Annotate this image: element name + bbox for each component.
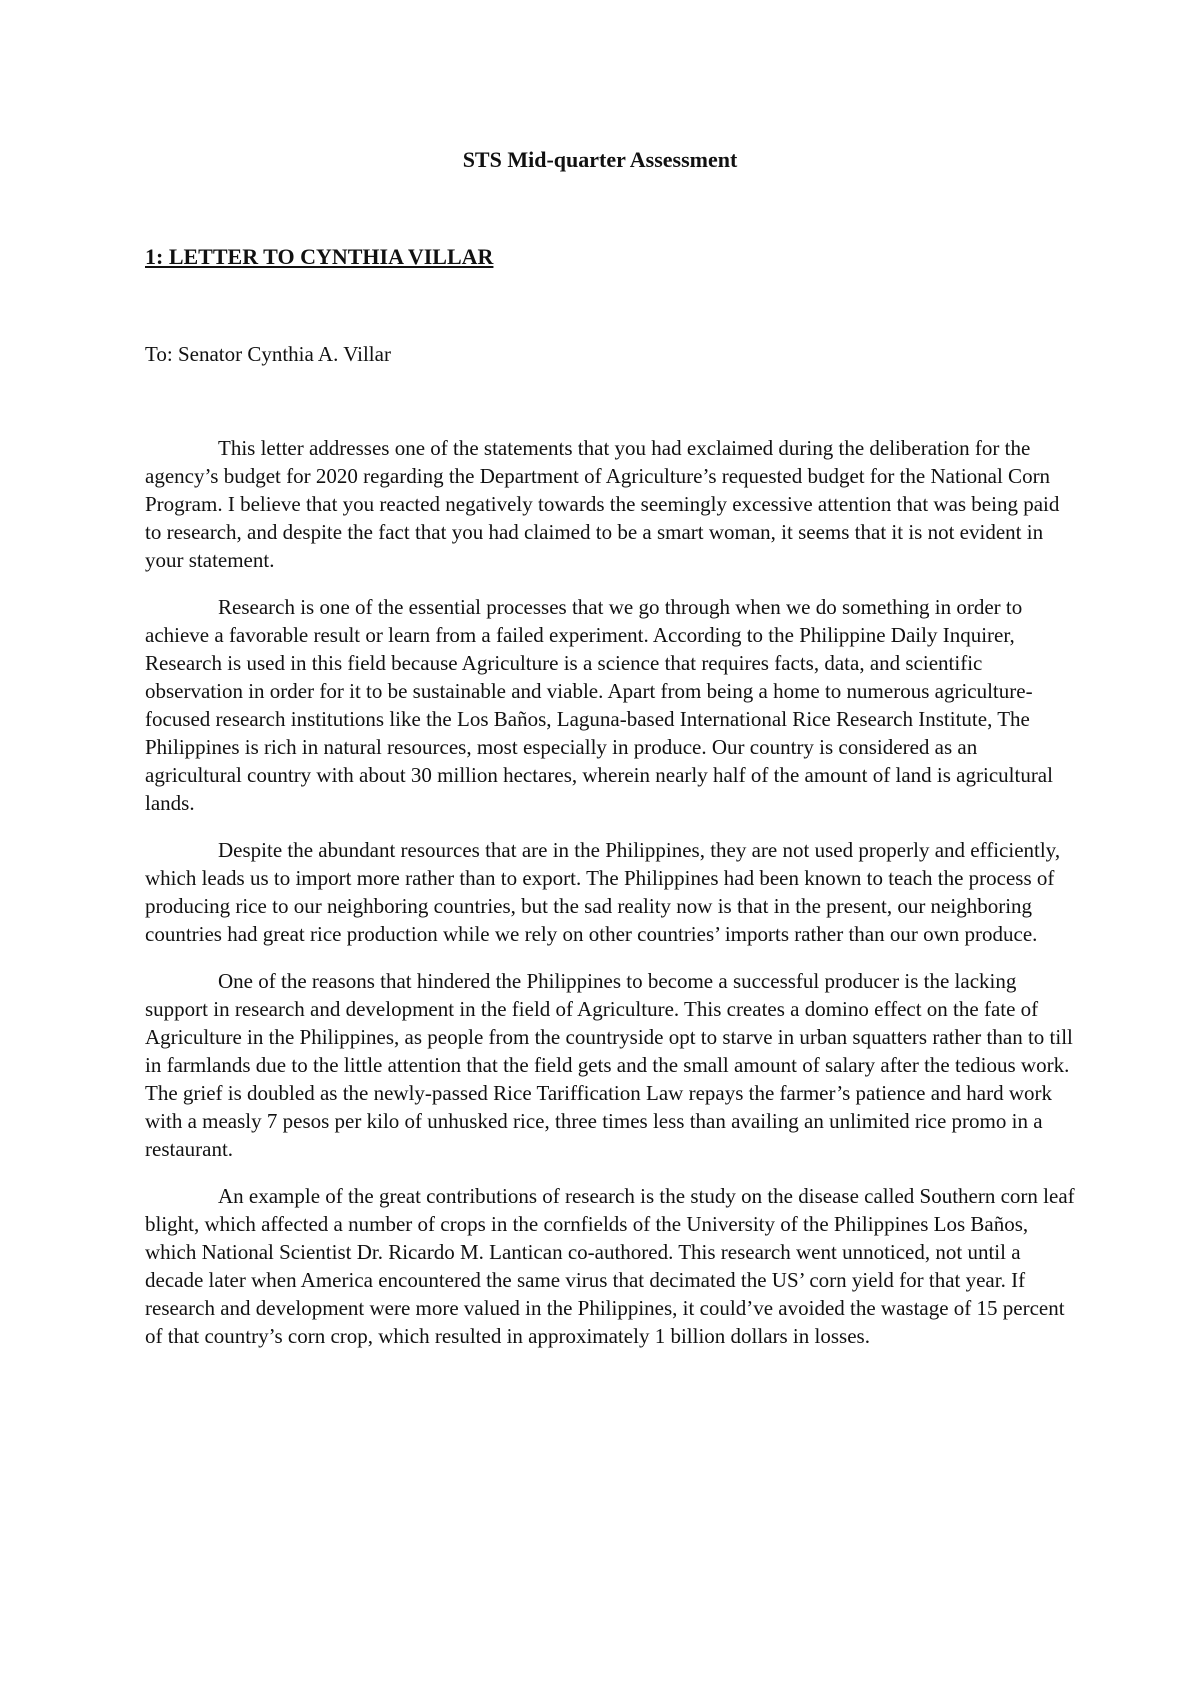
- body-paragraph: An example of the great contributions of research is the study on the disease called Southern corn leaf blight, which affected a number of crops in the cornfields of the University of the Philippines Los Baños, which National Scientist Dr. Ricardo M. Lantican co-authored. This research went unnoticed, not until a decade later when America encountered the same virus that decimated the US’ corn yield for that year. If research and development were more valued in the Philippines, it could’ve avoided the wastage of 15 percent of that country’s corn crop, which resulted in approximately 1 billion dollars in losses.: [145, 1184, 1075, 1348]
- letter-addressee: To: Senator Cynthia A. Villar: [145, 342, 391, 366]
- body-paragraph: Despite the abundant resources that are in the Philippines, they are not used properly and efficiently, which leads us to import more rather than to export. The Philippines had been known to teach the process of producing rice to our neighboring countries, but the sad reality now is that in the present, our neighboring countries had great rice production while we rely on other countries’ imports rather than our own produce.: [145, 838, 1061, 946]
- section-heading: 1: LETTER TO CYNTHIA VILLAR: [145, 244, 494, 269]
- letter-body: [145, 434, 1075, 1369]
- body-paragraph: This letter addresses one of the statements that you had exclaimed during the deliberation for the agency’s budget for 2020 regarding the Department of Agriculture’s requested budget for the National Corn Program. I believe that you reacted negatively towards the seemingly excessive attention that was being paid to research, and despite the fact that you had claimed to be a smart woman, it seems that it is not evident in your statement.: [145, 436, 1060, 572]
- body-paragraph: One of the reasons that hindered the Philippines to become a successful producer is the lacking support in research and development in the field of Agriculture. This creates a domino effect on the fate of Agriculture in the Philippines, as people from the countryside opt to starve in urban squatters rather than to till in farmlands due to the little attention that the field gets and the small amount of salary after the tedious work. The grief is doubled as the newly-passed Rice Tariffication Law repays the farmer’s patience and hard work with a measly 7 pesos per kilo of unhusked rice, three times less than availing an unlimited rice promo in a restaurant.: [145, 969, 1073, 1161]
- body-paragraph: Research is one of the essential processes that we go through when we do something in order to achieve a favorable result or learn from a failed experiment. According to the Philippine Daily Inquirer, Research is used in this field because Agriculture is a science that requires facts, data, and scientific observation in order for it to be sustainable and viable. Apart from being a home to numerous agriculture-focused research institutions like the Los Baños, Laguna-based International Rice Research Institute, The Philippines is rich in natural resources, most especially in produce. Our country is considered as an agricultural country with about 30 million hectares, wherein nearly half of the amount of land is agricultural lands.: [145, 595, 1053, 815]
- document-title: STS Mid-quarter Assessment: [462, 147, 738, 172]
